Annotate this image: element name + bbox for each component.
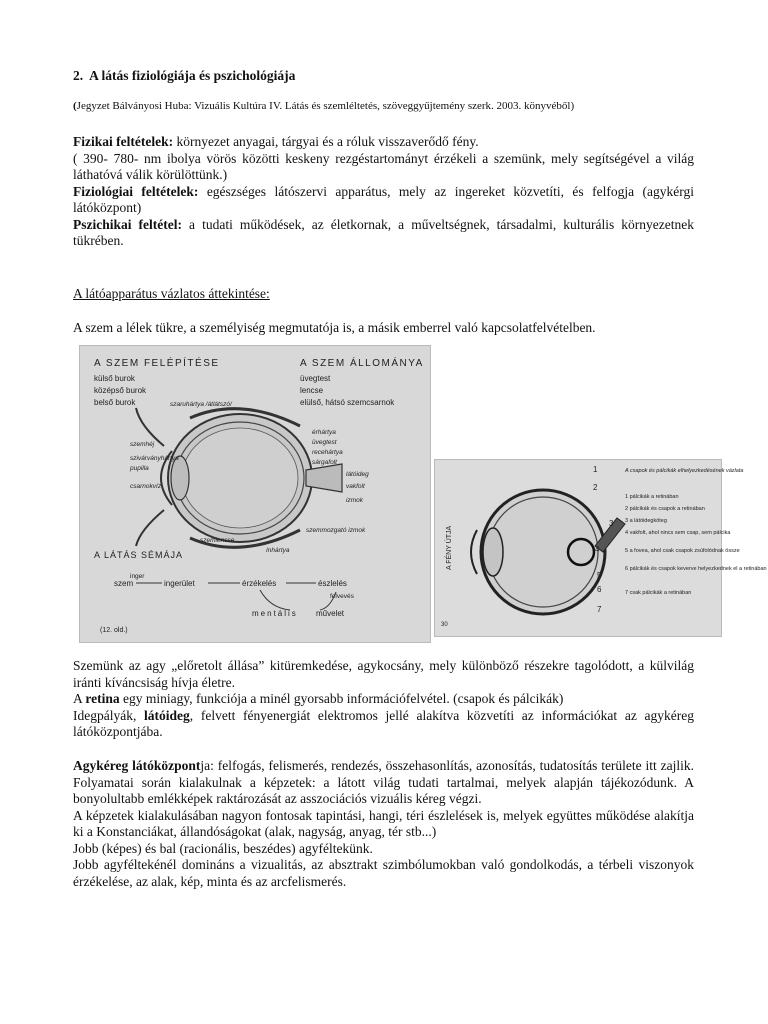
svg-text:művelet: művelet xyxy=(316,609,345,618)
paragraph-cortex: Agykéreg látóközpontja: felfogás, felismerés, rendezés, összehasonlítás, azonosítás, tudatosítás területe itt zajlik. Folyamatai során kialakulnak a képzetek: a látott világ tudati tartalmai, melyek alapján tájékozódunk. A bonyolultabb emlékképek raktározását az asszociációs vizuális kéreg végzi. A képzetek kialakulásában nagyon fontosak tapintási, hangi, téri észlelések is, melyek együttes működése alakítja ki a Konstanciákat, állandóságokat (alak, nagyság, anyag, tér stb...) Jobb (képes) és bal (racionális, beszédes) agyféltekünk. Jobb agyféltekénél domináns a vizualitás, az absztrakt szimbólumokban való gondolkodás, a térbeli viszonyok érzékelése, az alak, kép, minta és az arcfelismerés. xyxy=(73,758,695,889)
svg-text:1: 1 xyxy=(593,465,598,474)
source-paren: ( xyxy=(73,100,77,112)
condition-psychic: Pszichikai feltétel: a tudati működések, az életkornak, a műveltségnek, társadalmi, kulturális környezetnek tükrében. xyxy=(73,216,695,248)
svg-text:ínhártya: ínhártya xyxy=(266,547,290,554)
svg-text:szivárványhártya: szivárványhártya xyxy=(130,455,179,462)
svg-text:3: 3 xyxy=(609,519,614,528)
svg-text:szaruhártya /átlátszó/: szaruhártya /átlátszó/ xyxy=(170,401,232,408)
svg-text:lencse: lencse xyxy=(300,386,324,395)
svg-text:üvegtest: üvegtest xyxy=(300,374,331,383)
eye-structure-figure xyxy=(79,345,431,643)
svg-text:érhártya: érhártya xyxy=(312,429,336,436)
figure-page-ref: (12. old.) xyxy=(100,627,128,634)
section-number: 2. xyxy=(73,68,84,83)
svg-text:mentális: mentális xyxy=(252,609,298,618)
condition-wavelength: ( 390- 780- nm ibolya vörös közötti keskeny rezgéstartományt érzékeli a szemünk, mely segítségével a világ láthatóvá válik körülöttünk.) xyxy=(73,150,694,182)
svg-text:üvegtest: üvegtest xyxy=(312,439,337,446)
svg-text:4 vakfolt, ahol nincs sem csap: 4 vakfolt, ahol nincs sem csap, sem pálcika xyxy=(625,530,731,536)
svg-text:izmok: izmok xyxy=(346,497,363,504)
svg-text:recehártya: recehártya xyxy=(312,449,343,456)
retina-page-ref: 30 xyxy=(441,622,448,628)
svg-text:középső burok: középső burok xyxy=(94,386,147,395)
svg-text:2 pálcikák és csapok a retináb: 2 pálcikák és csapok a retinában xyxy=(625,506,705,512)
svg-text:pupilla: pupilla xyxy=(130,465,149,472)
scheme-heading: A LÁTÁS SÉMÁJA xyxy=(94,550,184,560)
svg-text:látóideg: látóideg xyxy=(346,471,369,478)
conditions-block xyxy=(73,134,694,250)
svg-text:belső burok: belső burok xyxy=(94,398,136,407)
svg-text:7 csak pálcikák a retinában: 7 csak pálcikák a retinában xyxy=(625,590,692,596)
light-path-label: A FÉNY ÚTJA xyxy=(446,525,453,570)
page-title xyxy=(73,68,295,84)
svg-text:csarnokvíz: csarnokvíz xyxy=(130,483,162,490)
svg-text:szemlencse: szemlencse xyxy=(200,537,235,544)
svg-text:5: 5 xyxy=(597,571,602,580)
svg-text:külső burok: külső burok xyxy=(94,374,135,383)
source-note xyxy=(73,100,574,112)
svg-text:7: 7 xyxy=(597,605,602,614)
retina-title: A csapok és pálcikák elhelyezkedésének vázlata xyxy=(625,468,744,474)
condition-physiological: Fiziológiai feltételek: egészséges látószervi apparátus, mely az ingereket közvetíti, és felfogja (agykérgi látóközpont) xyxy=(73,183,694,215)
retina-figure xyxy=(434,459,767,637)
svg-text:szem: szem xyxy=(114,579,134,588)
svg-text:1 pálcikák a retinában: 1 pálcikák a retinában xyxy=(625,494,679,500)
svg-text:vakfolt: vakfolt xyxy=(346,483,365,490)
state-heading: A SZEM ÁLLOMÁNYA xyxy=(300,358,424,369)
svg-text:érzékelés: érzékelés xyxy=(242,579,277,588)
svg-text:5 a fovea, ahol csak csapok zs: 5 a fovea, ahol csak csapok zsúfolódnak össze xyxy=(625,548,740,554)
svg-text:6 pálcikák és csapok keverve h: 6 pálcikák és csapok keverve helyezkednek el a retinában xyxy=(625,566,767,572)
svg-text:elülső, hátsó szemcsarnok: elülső, hátsó szemcsarnok xyxy=(300,398,395,407)
svg-text:ingerület: ingerület xyxy=(164,579,195,588)
svg-text:inger: inger xyxy=(130,573,145,580)
paragraph-eye: Szemünk az agy „előretolt állása” kitüremkedése, agykocsány, mely különböző részekre tagolódott, a külvilág iránti kíváncsiság hívja életre. A retina egy miniagy, funkciója a minél gyorsabb információfelvétel. (csapok és pálcikák) Idegpályák, látóideg, felvett fényenergiát elektromos jellé alakítva közvetíti az információkat az agykéreg látóközpontjába. xyxy=(73,658,694,739)
svg-text:szemhéj: szemhéj xyxy=(130,441,155,448)
svg-text:felvevés: felvevés xyxy=(330,593,354,600)
source-text: Jegyzet Bálványosi Huba: Vizuális Kultúra IV. Látás és szemléltetés, szöveggyűjtemény szerk. 2003. könyvéből) xyxy=(76,100,575,112)
svg-text:2: 2 xyxy=(593,483,598,492)
svg-text:észlelés: észlelés xyxy=(318,579,347,588)
svg-text:3 a látóidegköteg: 3 a látóidegköteg xyxy=(625,518,667,524)
svg-text:4: 4 xyxy=(595,545,600,554)
section-title-text: A látás fiziológiája és pszichológiája xyxy=(89,68,296,83)
svg-text:sárgafolt: sárgafolt xyxy=(312,459,337,466)
svg-text:6: 6 xyxy=(597,585,602,594)
condition-physical: Fizikai feltételek: környezet anyagai, tárgyai és a róluk visszaverődő fény. xyxy=(73,134,479,149)
svg-text:szemmozgató izmok: szemmozgató izmok xyxy=(306,527,366,534)
intro-sentence: A szem a lélek tükre, a személyiség megmutatója is, a másik emberrel való kapcsolatfelvételben. xyxy=(73,320,596,335)
structure-heading: A SZEM FELÉPÍTÉSE xyxy=(94,358,220,369)
overview-heading: A látóapparátus vázlatos áttekintése: xyxy=(73,286,270,301)
